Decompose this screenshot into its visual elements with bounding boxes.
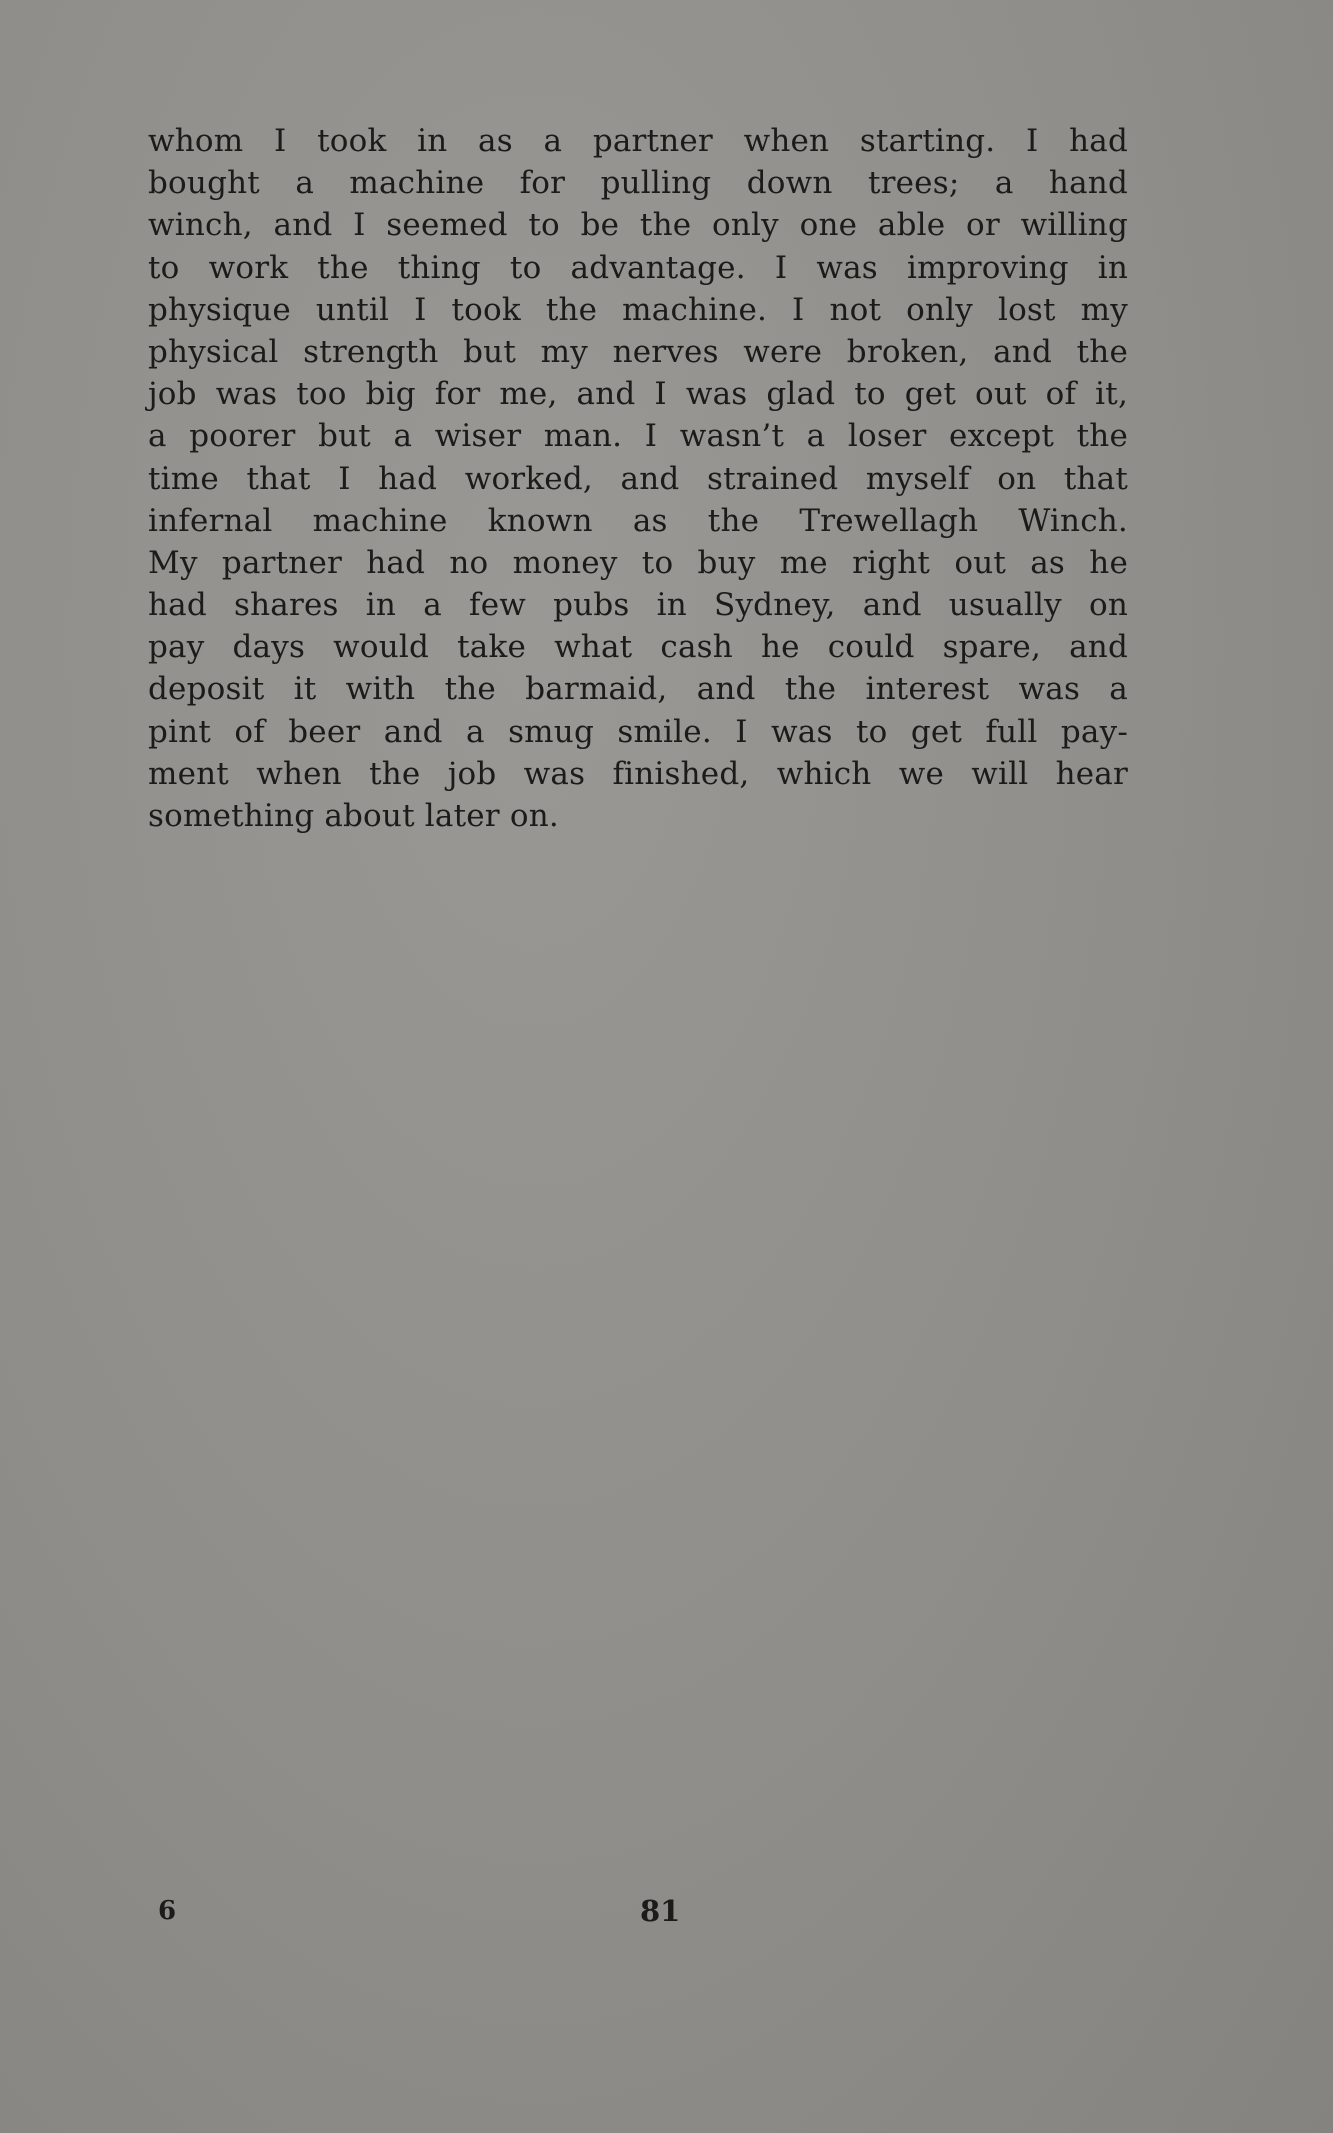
text-line: My partner had no money to buy me right out as he (148, 544, 1128, 581)
body-paragraph (148, 120, 1128, 837)
text-line: job was too big for me, and I was glad to get out of it, (148, 376, 1128, 413)
text-line: whom I took in as a partner when starting. I had (148, 123, 1128, 159)
text-line: pint of beer and a smug smile. I was to get full pay- (148, 713, 1128, 750)
text-line: bought a machine for pulling down trees; a hand (148, 165, 1128, 202)
text-line: physique until I took the machine. I not only lost my (148, 291, 1128, 328)
text-line: infernal machine known as the Trewellagh Winch. (148, 502, 1128, 539)
text-line: deposit it with the barmaid, and the interest was a (148, 671, 1128, 708)
text-line: to work the thing to advantage. I was improving in (148, 249, 1128, 286)
text-line: physical strength but my nerves were broken, and the (148, 333, 1128, 370)
text-line: ment when the job was finished, which we will hear (148, 755, 1128, 792)
text-line: pay days would take what cash he could spare, and (148, 629, 1128, 666)
signature-mark: 6 (158, 1896, 177, 1926)
text-line: time that I had worked, and strained myself on that (148, 460, 1128, 497)
text-line: something about later on. (148, 798, 559, 834)
text-line: winch, and I seemed to be the only one able or willing (148, 207, 1128, 244)
text-line: had shares in a few pubs in Sydney, and usually on (148, 587, 1128, 624)
text-line: a poorer but a wiser man. I wasn’t a loser except the (148, 418, 1128, 455)
page-number: 81 (640, 1894, 681, 1928)
